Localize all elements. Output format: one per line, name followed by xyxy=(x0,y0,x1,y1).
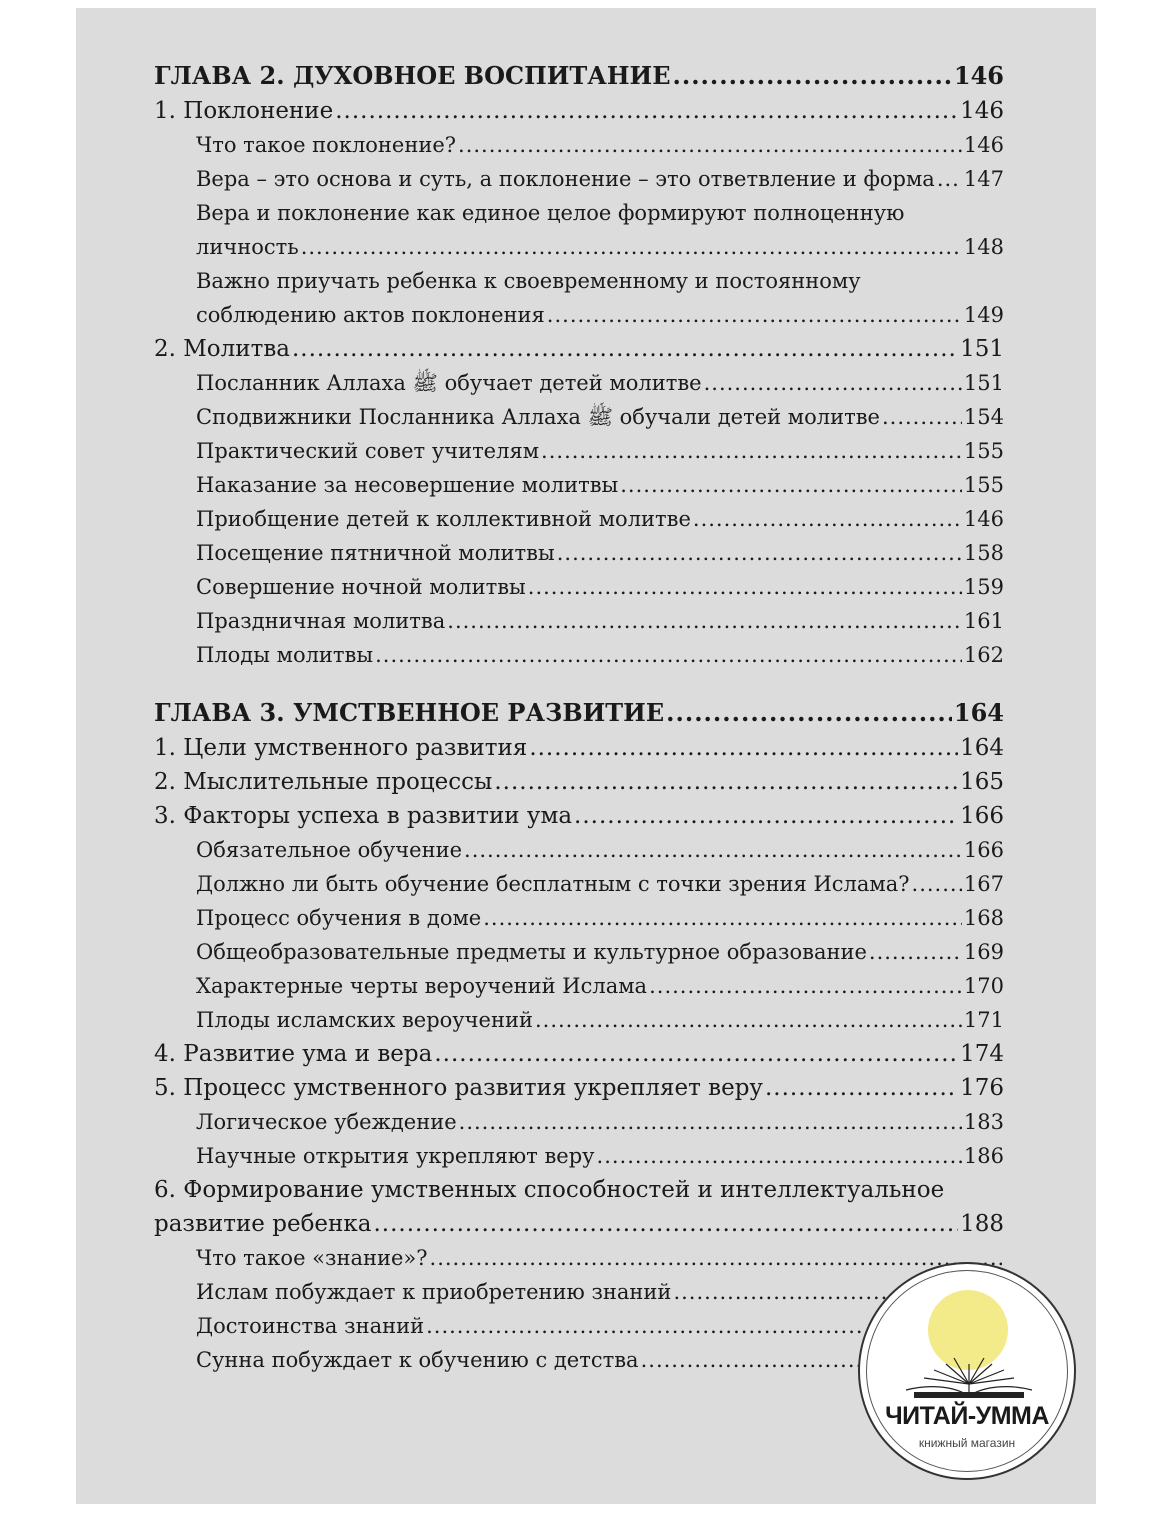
toc-page-number: 169 xyxy=(963,940,1004,964)
leader-dots xyxy=(464,833,962,867)
leader-dots xyxy=(937,162,962,196)
table-of-contents xyxy=(154,58,1004,1377)
leader-dots xyxy=(547,298,962,332)
toc-page-number: 146 xyxy=(963,133,1004,157)
toc-entry xyxy=(154,638,1004,672)
stamp-brand: ЧИТАЙ-УММА xyxy=(885,1402,1049,1430)
toc-entry-title: 2. Мыслительные процессы xyxy=(154,769,493,795)
leader-dots xyxy=(301,230,962,264)
toc-page-number: 176 xyxy=(960,1075,1004,1101)
shop-stamp xyxy=(858,1262,1076,1480)
toc-entry-title: Вера – это основа и суть, а поклонение – это ответвление и форма xyxy=(196,167,935,191)
toc-page-number: 146 xyxy=(963,507,1004,531)
leader-dots xyxy=(597,1139,962,1173)
toc-entry-title: Плоды молитвы xyxy=(196,643,374,667)
toc-page-number: 155 xyxy=(963,473,1004,497)
toc-entry-line: Вера и поклонение как единое целое формируют полноценную xyxy=(196,201,905,225)
toc-page-number: 151 xyxy=(963,371,1004,395)
toc-entry xyxy=(154,799,1004,833)
toc-entry xyxy=(154,332,1004,366)
toc-chapter xyxy=(154,58,1004,94)
toc-page-number: 170 xyxy=(963,974,1004,998)
leader-dots xyxy=(649,969,962,1003)
toc-entry-title: Должно ли быть обучение бесплатным с точки зрения Ислама? xyxy=(196,872,910,896)
toc-entry-title: соблюдению актов поклонения xyxy=(196,303,545,327)
toc-entry-title: личность xyxy=(196,235,299,259)
toc-page-number: 161 xyxy=(963,609,1004,633)
toc-entry-title: Праздничная молитва xyxy=(196,609,446,633)
toc-entry xyxy=(154,502,1004,536)
toc-entry-title: Достоинства знаний xyxy=(196,1314,425,1338)
toc-page-number: 148 xyxy=(963,235,1004,259)
toc-page-number: 149 xyxy=(963,303,1004,327)
toc-entry-line: Важно приучать ребенка к своевременному и постоянному xyxy=(196,269,861,293)
leader-dots xyxy=(666,695,952,731)
toc-entry-title: ГЛАВА 2. ДУХОВНОЕ ВОСПИТАНИЕ xyxy=(154,61,671,90)
toc-entry-title: Научные открытия укрепляют веру xyxy=(196,1144,595,1168)
leader-dots xyxy=(528,570,962,604)
toc-entry-title: Общеобразовательные предметы и культурное образование xyxy=(196,940,867,964)
toc-entry-title: Наказание за несовершение молитвы xyxy=(196,473,619,497)
toc-entry-title: Сподвижники Посланника Аллаха ﷺ обучали детей молитве xyxy=(196,405,880,429)
leader-dots xyxy=(458,128,962,162)
leader-dots xyxy=(292,332,958,366)
leader-dots xyxy=(375,638,962,672)
toc-entry-title: ГЛАВА 3. УМСТВЕННОЕ РАЗВИТИЕ xyxy=(154,698,665,727)
toc-entry-title: Ислам побуждает к приобретению знаний xyxy=(196,1280,672,1304)
leader-dots xyxy=(541,434,962,468)
leader-dots xyxy=(574,799,958,833)
stamp-subtitle: книжный магазин xyxy=(918,1436,1016,1450)
leader-dots xyxy=(557,536,962,570)
leader-dots xyxy=(765,1071,958,1105)
toc-entry-title: Процесс обучения в доме xyxy=(196,906,482,930)
toc-entry-title: Сунна побуждает к обучению с детства xyxy=(196,1348,639,1372)
toc-entry-title: 5. Процесс умственного развития укрепляет веру xyxy=(154,1075,763,1101)
toc-entry xyxy=(154,969,1004,1003)
leader-dots xyxy=(620,468,962,502)
toc-entry-title: Практический совет учителям xyxy=(196,439,540,463)
leader-dots xyxy=(704,366,962,400)
toc-entry-title: Посещение пятничной молитвы xyxy=(196,541,555,565)
toc-entry xyxy=(154,867,1004,901)
toc-entry-title: 4. Развитие ума и вера xyxy=(154,1041,433,1067)
toc-entry xyxy=(154,1105,1004,1139)
toc-page-number: 188 xyxy=(960,1211,1004,1237)
toc-entry xyxy=(154,901,1004,935)
toc-entry xyxy=(154,1139,1004,1173)
toc-page-number: 164 xyxy=(953,698,1004,727)
toc-page-number: 166 xyxy=(960,803,1004,829)
toc-page-number: 174 xyxy=(960,1041,1004,1067)
toc-entry xyxy=(154,536,1004,570)
toc-page-number: 155 xyxy=(963,439,1004,463)
toc-entry-title: Плоды исламских вероучений xyxy=(196,1008,533,1032)
toc-entry-title: 1. Цели умственного развития xyxy=(154,735,528,761)
toc-page-number: 162 xyxy=(963,643,1004,667)
toc-entry xyxy=(154,731,1004,765)
toc-entry xyxy=(154,1003,1004,1037)
toc-entry xyxy=(154,298,1004,332)
toc-entry-title: 1. Поклонение xyxy=(154,98,334,124)
toc-page-number: 171 xyxy=(963,1008,1004,1032)
toc-page-number: 154 xyxy=(963,405,1004,429)
toc-entry xyxy=(154,468,1004,502)
leader-dots xyxy=(912,867,962,901)
toc-entry xyxy=(154,162,1004,196)
toc-chapter xyxy=(154,695,1004,731)
toc-entry-title: Приобщение детей к коллективной молитве xyxy=(196,507,691,531)
toc-page-number: 151 xyxy=(960,336,1004,362)
toc-page-number: 186 xyxy=(963,1144,1004,1168)
leader-dots xyxy=(535,1003,962,1037)
toc-entry xyxy=(154,570,1004,604)
toc-entry-title: развитие ребенка xyxy=(154,1211,372,1237)
toc-entry xyxy=(154,128,1004,162)
leader-dots xyxy=(529,731,958,765)
leader-dots xyxy=(430,1241,1002,1275)
toc-entry-line: 6. Формирование умственных способностей и интеллектуальное xyxy=(154,1177,945,1203)
leader-dots xyxy=(434,1037,958,1071)
toc-entry-title: Характерные черты вероучений Ислама xyxy=(196,974,648,998)
toc-entry-title: 2. Молитва xyxy=(154,336,290,362)
toc-entry xyxy=(154,833,1004,867)
leader-dots xyxy=(483,901,962,935)
leader-dots xyxy=(373,1207,958,1241)
toc-entry xyxy=(154,94,1004,128)
toc-entry-title: 3. Факторы успеха в развитии ума xyxy=(154,803,573,829)
toc-page-number: 165 xyxy=(960,769,1004,795)
toc-entry xyxy=(154,1071,1004,1105)
toc-entry xyxy=(154,1275,1004,1309)
leader-dots xyxy=(459,1105,962,1139)
leader-dots xyxy=(335,94,958,128)
toc-page-number: 166 xyxy=(963,838,1004,862)
toc-page-number: 164 xyxy=(960,735,1004,761)
leader-dots xyxy=(882,400,962,434)
toc-entry xyxy=(154,1207,1004,1241)
leader-dots xyxy=(672,58,951,94)
toc-page-number: 146 xyxy=(960,98,1004,124)
toc-entry xyxy=(154,434,1004,468)
toc-entry-title: Совершение ночной молитвы xyxy=(196,575,526,599)
leader-dots xyxy=(494,765,958,799)
toc-entry xyxy=(154,1037,1004,1071)
toc-entry-title: Посланник Аллаха ﷺ обучает детей молитве xyxy=(196,371,702,395)
toc-entry-title: Обязательное обучение xyxy=(196,838,463,862)
leader-dots xyxy=(869,935,962,969)
toc-page-number: 159 xyxy=(963,575,1004,599)
toc-page-number: 158 xyxy=(963,541,1004,565)
toc-entry-title: Что такое поклонение? xyxy=(196,133,457,157)
leader-dots xyxy=(447,604,962,638)
toc-entry xyxy=(154,935,1004,969)
leader-dots xyxy=(693,502,962,536)
toc-page-number: 147 xyxy=(963,167,1004,191)
toc-page-number: 183 xyxy=(963,1110,1004,1134)
toc-entry xyxy=(154,1241,1004,1275)
toc-entry xyxy=(154,400,1004,434)
toc-entry-title: Логическое убеждение xyxy=(196,1110,457,1134)
toc-page-number: 146 xyxy=(953,61,1004,90)
toc-entry-title: Что такое «знание»? xyxy=(196,1246,428,1270)
toc-entry xyxy=(154,230,1004,264)
toc-entry xyxy=(154,366,1004,400)
toc-page-number: 167 xyxy=(963,872,1004,896)
toc-page-number: 168 xyxy=(963,906,1004,930)
toc-entry xyxy=(154,604,1004,638)
toc-entry xyxy=(154,765,1004,799)
